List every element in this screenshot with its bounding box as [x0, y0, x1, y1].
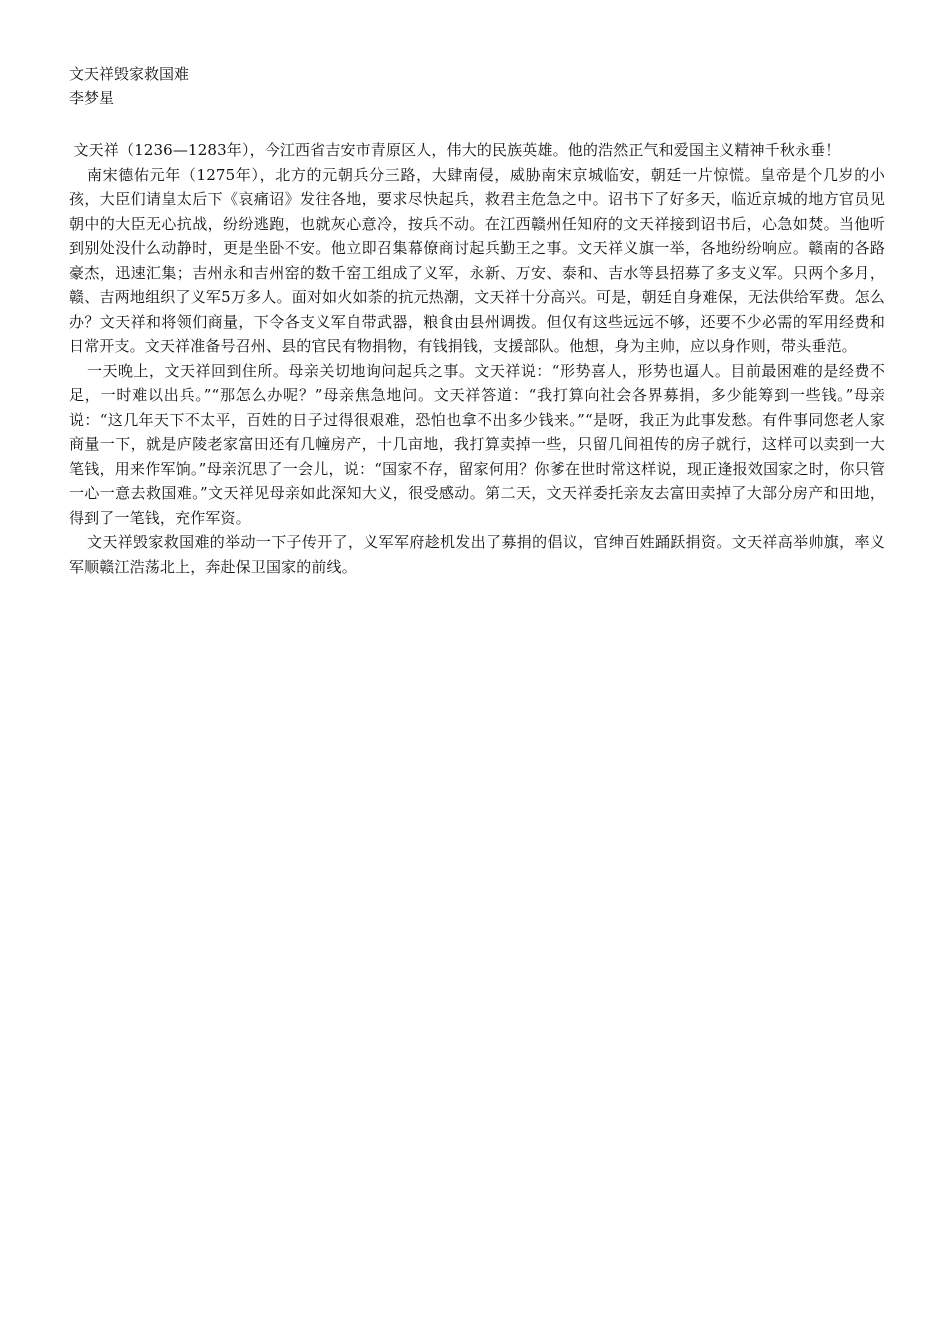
paragraph-intro: 文天祥（1236—1283年），今江西省吉安市青原区人，伟大的民族英雄。他的浩然正气和爱国主义精神千秋永垂！: [73, 141, 841, 159]
document-author: 李梦星: [69, 89, 115, 107]
paragraph-conclusion: 文天祥毁家救国难的举动一下子传开了，义军军府趁机发出了募捐的倡议，官绅百姓踊跃捐资。文天祥高举帅旗，率义军顺赣江浩荡北上，奔赴保卫国家的前线。: [69, 533, 885, 576]
paragraph-mother-dialogue: 一天晚上，文天祥回到住所。母亲关切地询问起兵之事。文天祥说：“形势喜人，形势也逼人。目前最困难的是经费不足，一时难以出兵。”“那怎么办呢？”母亲焦急地问。文天祥答道：“我打算向社会各界募捐，多少能筹到一些钱。”母亲说：“这几年天下不太平，百姓的日子过得很艰难，恐怕也拿不出多少钱来。”“是呀，我正为此事发愁。有件事同您老人家商量一下，就是庐陵老家富田还有几幢房产，十几亩地，我打算卖掉一些，只留几间祖传的房子就行，这样可以卖到一大笔钱，用来作军饷。”母亲沉思了一会儿，说：“国家不存，留家何用？你爹在世时常这样说，现正逢报效国家之时，你只管一心一意去救国难。”文天祥见母亲如此深知大义，很受感动。第二天，文天祥委托亲友去富田卖掉了大部分房产和田地，得到了一笔钱，充作军资。: [69, 361, 885, 527]
document-title: 文天祥毁家救国难: [69, 65, 190, 83]
document-body: [69, 138, 885, 579]
document-page: [69, 62, 885, 579]
title-spacer: [69, 110, 885, 138]
paragraph-background: 南宋德佑元年（1275年），北方的元朝兵分三路，大肆南侵，威胁南宋京城临安，朝廷一片惊慌。皇帝是个几岁的小孩，大臣们请皇太后下《哀痛诏》发往各地，要求尽快起兵，救君主危急之中。诏书下了好多天，临近京城的地方官员见朝中的大臣无心抗战，纷纷逃跑，也就灰心意冷，按兵不动。在江西赣州任知府的文天祥接到诏书后，心急如焚。当他听到别处没什么动静时，更是坐卧不安。他立即召集幕僚商讨起兵勤王之事。文天祥义旗一举，各地纷纷响应。赣南的各路豪杰，迅速汇集；吉州永和吉州窑的数千窑工组成了义军，永新、万安、泰和、吉水等县招募了多支义军。只两个多月，赣、吉两地组织了义军5万多人。面对如火如荼的抗元热潮，文天祥十分高兴。可是，朝廷自身难保，无法供给军费。怎么办？文天祥和将领们商量，下令各支义军自带武器，粮食由县州调拨。但仅有这些远远不够，还要不少必需的军用经费和日常开支。文天祥准备号召州、县的官民有物捐物，有钱捐钱，支援部队。他想，身为主帅，应以身作则，带头垂范。: [69, 165, 885, 355]
